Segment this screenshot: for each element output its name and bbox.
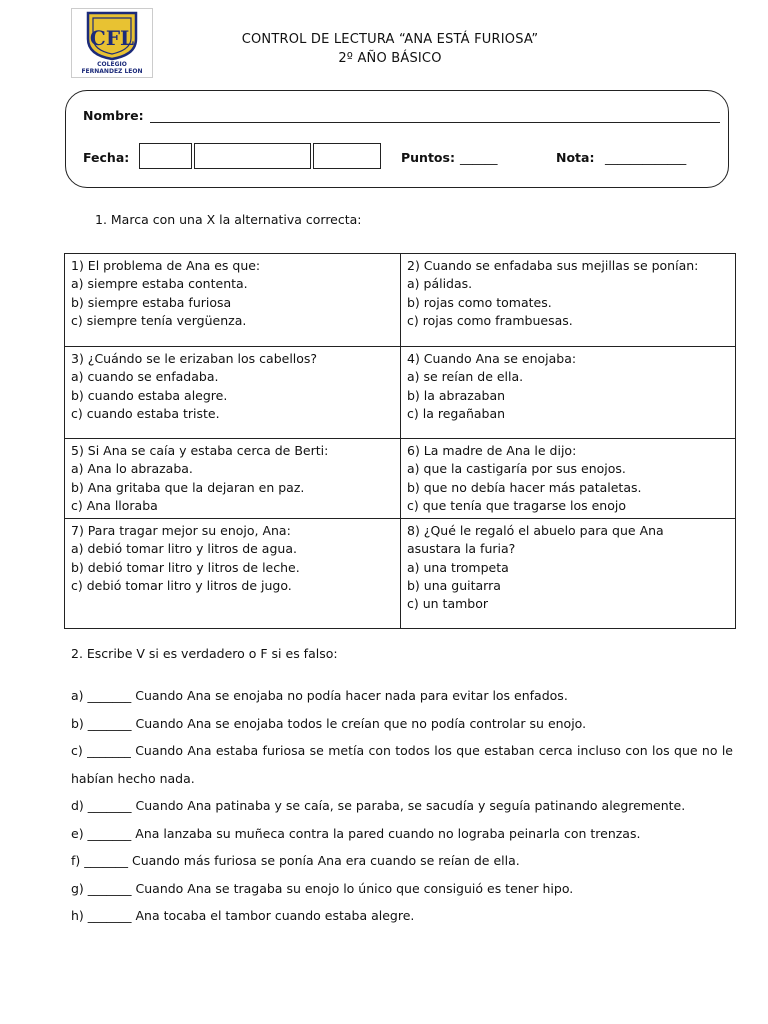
question-cell <box>65 439 401 519</box>
logo-text-line2: FERNANDEZ LEON <box>81 68 143 75</box>
option-text[interactable]: c) cuando estaba triste. <box>71 405 220 421</box>
section2-instruction: 2. Escribe V si es verdadero o F si es falso: <box>71 646 338 661</box>
option-text[interactable]: a) que la castigaría por sus enojos. <box>407 461 626 477</box>
option-text[interactable]: c) la regañaban <box>407 405 506 421</box>
option-text[interactable]: b) debió tomar litro y litros de leche. <box>71 559 300 575</box>
points-label: Puntos: <box>401 150 455 165</box>
option-text[interactable]: b) una guitarra <box>407 578 501 594</box>
true-false-list <box>71 682 733 930</box>
page-title: CONTROL DE LECTURA “ANA ESTÁ FURIOSA” <box>241 32 539 47</box>
option-text[interactable]: c) debió tomar litro y litros de jugo. <box>71 578 292 594</box>
option-text[interactable]: b) rojas como tomates. <box>407 294 552 310</box>
name-field[interactable] <box>150 122 720 123</box>
option-text[interactable]: c) rojas como frambuesas. <box>407 312 573 328</box>
true-false-item[interactable]: b) _______ Cuando Ana se enojaba todos le creían que no podía controlar su enojo. <box>71 715 587 731</box>
option-text[interactable]: a) debió tomar litro y litros de agua. <box>71 541 297 557</box>
option-text[interactable]: a) Ana lo abrazaba. <box>71 461 193 477</box>
questions-table <box>64 253 736 629</box>
option-text[interactable]: c) Ana lloraba <box>71 497 158 513</box>
question-text: 1) El problema de Ana es que: <box>71 258 261 273</box>
option-text[interactable]: b) cuando estaba alegre. <box>71 387 228 403</box>
question-text: 5) Si Ana se caía y estaba cerca de Berti: <box>71 443 329 458</box>
question-text: 8) ¿Qué le regaló el abuelo para que Ana <box>407 523 664 539</box>
option-text[interactable]: a) cuando se enfadaba. <box>71 369 219 385</box>
grade-field[interactable]: _____________ <box>605 150 687 165</box>
option-text[interactable]: a) se reían de ella. <box>407 369 524 385</box>
true-false-item[interactable]: g) _______ Cuando Ana se tragaba su enojo lo único que consiguió es tener hipo. <box>71 880 574 896</box>
option-text[interactable]: b) que no debía hacer más pataletas. <box>407 479 642 495</box>
true-false-item[interactable]: h) _______ Ana tocaba el tambor cuando estaba alegre. <box>71 908 415 923</box>
true-false-item[interactable]: f) _______ Cuando más furiosa se ponía Ana era cuando se reían de ella. <box>71 853 520 868</box>
option-text[interactable]: a) una trompeta <box>407 559 509 575</box>
date-year-box[interactable] <box>313 143 381 169</box>
question-cell <box>401 519 736 629</box>
option-text[interactable]: c) siempre tenía vergüenza. <box>71 312 247 328</box>
question-cell <box>65 347 401 439</box>
question-cell <box>65 254 401 347</box>
date-month-box[interactable] <box>194 143 311 169</box>
name-label: Nombre: <box>83 108 144 123</box>
grade-label: Nota: <box>556 150 595 165</box>
question-text: 3) ¿Cuándo se le erizaban los cabellos? <box>71 351 318 366</box>
page-subtitle: 2º AÑO BÁSICO <box>338 51 442 66</box>
school-logo <box>71 8 153 78</box>
option-text[interactable]: b) la abrazaban <box>407 387 506 403</box>
true-false-item[interactable]: c) _______ Cuando Ana estaba furiosa se metía con todos los que estaban cerca incluso con los que no le habían hecho nada. <box>71 743 733 786</box>
question-cell <box>65 519 401 629</box>
question-cell <box>401 439 736 519</box>
option-text[interactable]: b) Ana gritaba que la dejaran en paz. <box>71 479 305 495</box>
points-field[interactable]: ______ <box>460 150 498 165</box>
shield-icon <box>72 9 152 61</box>
question-text: asustara la furia? <box>407 541 516 557</box>
question-cell <box>401 347 736 439</box>
date-label: Fecha: <box>83 150 130 165</box>
true-false-item[interactable]: a) _______ Cuando Ana se enojaba no podía hacer nada para evitar los enfados. <box>71 688 568 703</box>
true-false-item[interactable]: d) _______ Cuando Ana patinaba y se caía, se paraba, se sacudía y seguía patinando alegremente. <box>71 798 686 813</box>
section1-instruction: 1. Marca con una X la alternativa correcta: <box>95 212 362 227</box>
question-text: 2) Cuando se enfadaba sus mejillas se ponían: <box>407 258 699 273</box>
option-text[interactable]: a) siempre estaba contenta. <box>71 276 248 292</box>
question-cell <box>401 254 736 347</box>
question-text: 6) La madre de Ana le dijo: <box>407 443 577 458</box>
date-day-box[interactable] <box>139 143 192 169</box>
question-text: 7) Para tragar mejor su enojo, Ana: <box>71 523 291 539</box>
option-text[interactable]: a) pálidas. <box>407 276 473 292</box>
question-text: 4) Cuando Ana se enojaba: <box>407 351 577 366</box>
student-info-box <box>65 90 729 188</box>
true-false-item[interactable]: e) _______ Ana lanzaba su muñeca contra la pared cuando no lograba peinarla con trenzas. <box>71 825 641 841</box>
option-text[interactable]: c) que tenía que tragarse los enojo <box>407 497 626 513</box>
svg-text:CFL: CFL <box>89 26 135 50</box>
logo-text-line1: COLEGIO <box>97 61 127 68</box>
option-text[interactable]: c) un tambor <box>407 596 488 612</box>
option-text[interactable]: b) siempre estaba furiosa <box>71 294 232 310</box>
